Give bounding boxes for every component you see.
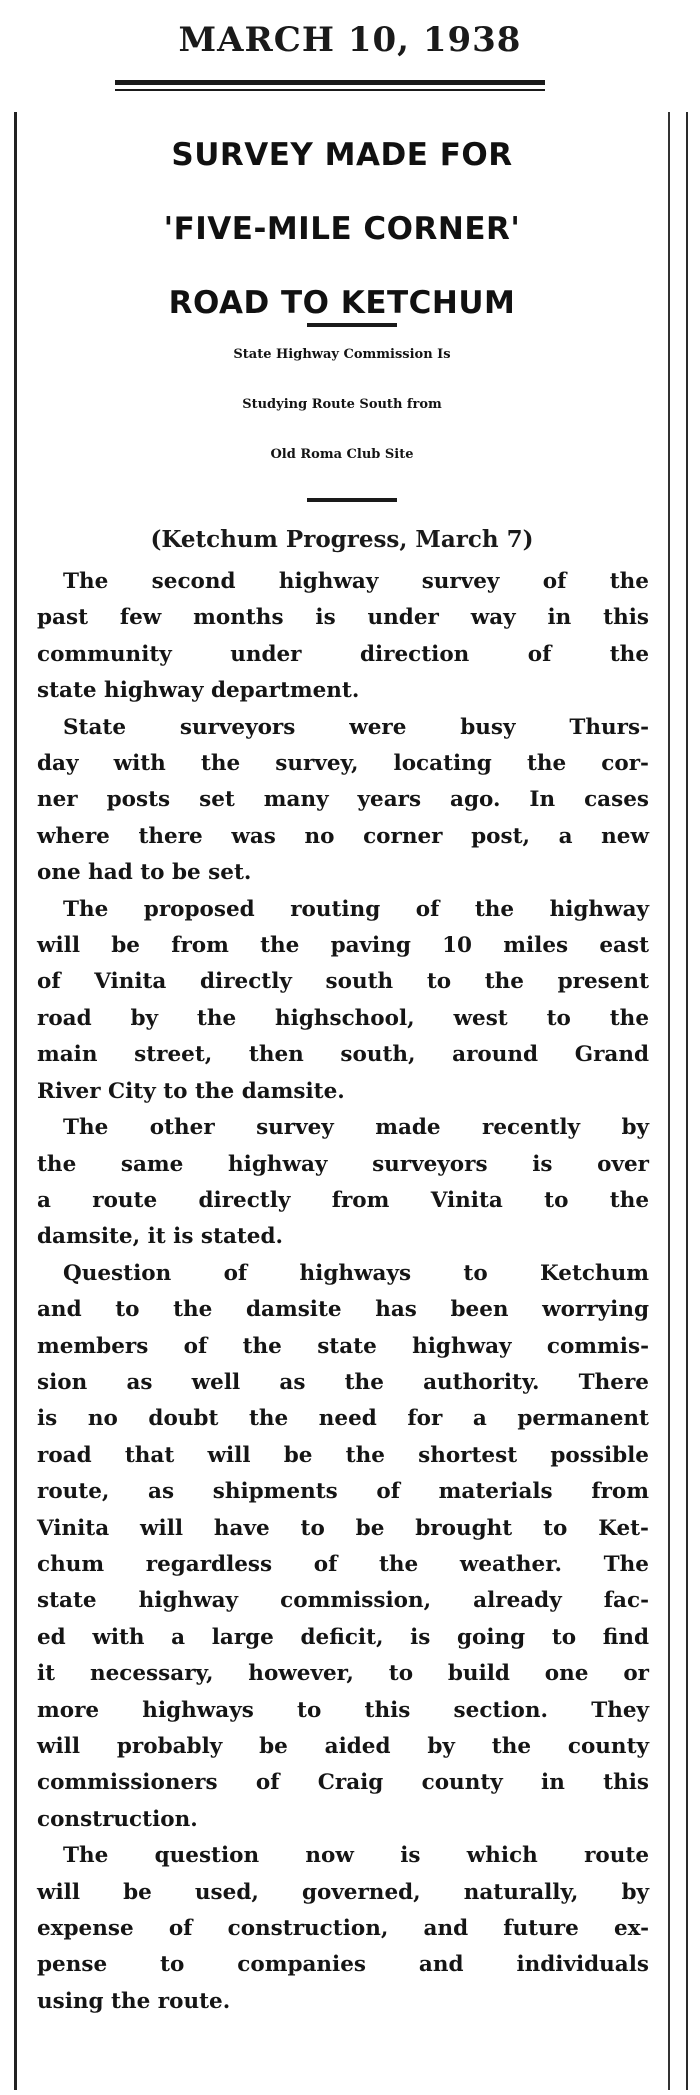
text-line: chum regardless of the weather. The (37, 1551, 649, 1577)
text-line: The second highway survey of the (63, 569, 649, 594)
text-line: a route directly from Vinita to the (37, 1187, 649, 1213)
text-line: main street, then south, around Grand (37, 1042, 649, 1068)
headline-line: 'FIVE-MILE CORNER' (163, 211, 521, 247)
text-line: community under direction of the (37, 641, 649, 667)
text-line: of Vinita directly south to the present (37, 969, 649, 995)
text-line: The other survey made recently by (63, 1115, 649, 1141)
text-line: state highway commission, already fac- (37, 1588, 649, 1614)
adjacent-column-rule (686, 112, 688, 2090)
text-line: the same highway surveyors is over (37, 1151, 649, 1177)
dateline: MARCH 10, 1938 (178, 20, 522, 60)
headline-divider (307, 323, 397, 327)
subheadline (17, 330, 667, 480)
text-line: ner posts set many years ago. In cases (37, 787, 649, 813)
text-line: members of the state highway commis- (37, 1333, 649, 1359)
text-line: State surveyors were busy Thurs- (63, 714, 649, 740)
text-line: route, as shipments of materials from (37, 1479, 649, 1505)
text-line: pense to companies and individuals (37, 1952, 649, 1978)
text-line: expense of construction, and future ex- (37, 1916, 649, 1942)
text-line: commissioners of Craig county in this (37, 1770, 649, 1796)
subheadline-line: Old Roma Club Site (270, 447, 414, 462)
article-body (37, 564, 649, 2020)
text-line: and to the damsite has been worrying (37, 1297, 649, 1323)
text-line: state highway department. (37, 678, 360, 704)
text-line: road by the highschool, west to the (37, 1005, 649, 1031)
text-line: more highways to this section. They (37, 1697, 649, 1723)
article-paragraph (37, 564, 649, 710)
subheadline-divider (307, 498, 397, 502)
text-line: past few months is under way in this (37, 605, 649, 631)
dateline-rule-thick (115, 80, 545, 85)
subheadline-line: Studying Route South from (242, 397, 442, 412)
article-paragraph (37, 1838, 649, 2020)
text-line: will be from the paving 10 miles east (37, 933, 649, 959)
text-line: will probably be aided by the county (37, 1734, 649, 1759)
subheadline-line: State Highway Commission Is (233, 347, 451, 362)
text-line: road that will be the shortest possible (37, 1442, 649, 1468)
headline-line: SURVEY MADE FOR (171, 137, 513, 173)
headline-line: ROAD TO KETCHUM (168, 285, 516, 321)
text-line: will be used, governed, naturally, by (37, 1879, 649, 1905)
text-line: The question now is which route (63, 1843, 649, 1869)
text-line: River City to the damsite. (37, 1078, 345, 1104)
text-line: sion as well as the authority. There (37, 1369, 649, 1395)
text-line: Vinita will have to be brought to Ket- (37, 1515, 649, 1541)
article-column (14, 112, 670, 2090)
text-line: damsite, it is stated. (37, 1224, 284, 1250)
text-line: ed with a large deficit, is going to find (37, 1624, 649, 1650)
text-line: where there was no corner post, a new (37, 823, 649, 849)
text-line: The proposed routing of the highway (63, 896, 649, 922)
article-paragraph (37, 710, 649, 892)
source-credit: (Ketchum Progress, March 7) (150, 526, 534, 553)
article-paragraph (37, 892, 649, 1110)
article-paragraph (37, 1110, 649, 1256)
text-line: construction. (37, 1806, 198, 1832)
dateline-rule-thin (115, 89, 545, 91)
text-line: Question of highways to Ketchum (63, 1260, 649, 1286)
text-line: is no doubt the need for a permanent (37, 1406, 649, 1432)
headline (17, 118, 667, 340)
text-line: day with the survey, locating the cor- (37, 751, 649, 777)
text-line: it necessary, however, to build one or (37, 1661, 649, 1687)
text-line: one had to be set. (37, 860, 252, 886)
article-paragraph (37, 1256, 649, 1839)
text-line: using the route. (37, 1988, 231, 2014)
